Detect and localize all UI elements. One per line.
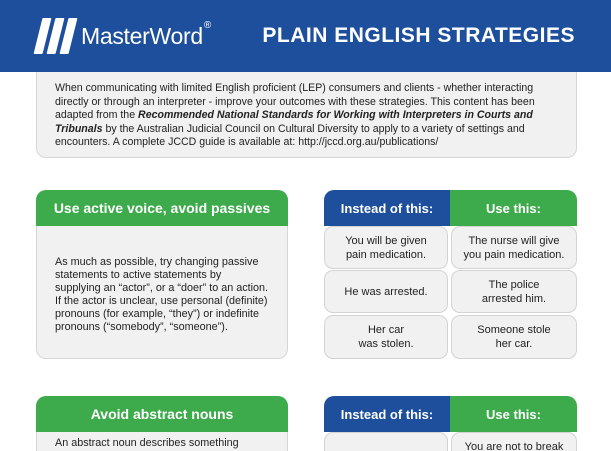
example-instead-cell: He was arrested. [324,270,448,313]
logo-mark-icon [38,18,73,54]
example-use-cell: You are not to break [451,432,577,451]
section-body-active-voice [36,226,288,359]
header-bar [0,0,611,72]
column-header-instead: Instead of this: [324,190,450,226]
column-header-instead: Instead of this: [324,396,450,432]
logo-wordmark: MasterWord® [81,19,211,49]
intro-text-start: When communicating with limited English proficient (LEP) consumers and clients - whether interacting directly or through an interpreter - improve your outcomes with these strategies. This content has been adapted from the [55,82,535,121]
section-heading-abstract-nouns: Avoid abstract nouns [36,396,288,432]
example-use-cell: The police arrested him. [451,270,577,313]
intro-text-end: by the Australian Judicial Council on Cultural Diversity to apply to a variety of settings and encounters. A complete JCCD guide is available at: http://jccd.org.au/publications/ [55,122,525,148]
masterword-logo[interactable] [38,18,211,54]
section-body-abstract-nouns [36,432,288,451]
intro-standards-title: Recommended National Standards for Working with Interpreters in Courts and Tribunals [55,109,533,135]
page-title: PLAIN ENGLISH STRATEGIES [262,24,575,47]
section-body-text: As much as possible, try changing passive statements to active statements by supplying an “actor”, or a “doer” to an action. If the actor is unclear, use personal (definite) pronouns (for example, “they”) or indefinite pronouns (“somebody”, “someone”). [55,256,269,333]
example-instead-cell: Her car was stolen. [324,315,448,359]
column-header-use: Use this: [450,396,577,432]
section-heading-active-voice: Use active voice, avoid passives [36,190,288,226]
example-instead-cell [324,432,448,451]
example-instead-cell: You will be given pain medication. [324,226,448,269]
intro-panel [36,72,577,158]
example-use-cell: Someone stole her car. [451,315,577,359]
example-use-cell: The nurse will give you pain medication. [451,226,577,269]
column-header-use: Use this: [450,190,577,226]
section-body-text: An abstract noun describes something [55,437,239,449]
